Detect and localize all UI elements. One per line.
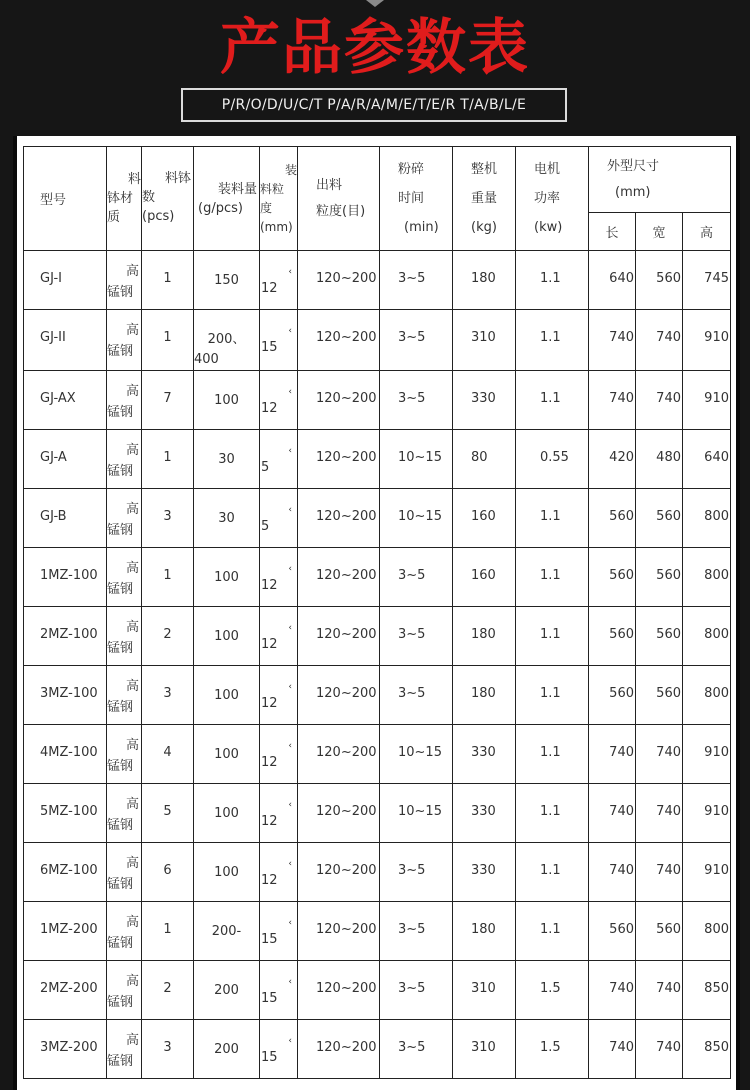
cell-power: 1.1 bbox=[516, 548, 589, 607]
cell-time: 10~15 bbox=[380, 430, 453, 489]
cell-width: 560 bbox=[636, 489, 683, 548]
cell-capacity: 200、 400 bbox=[194, 310, 260, 371]
cell-height: 850 bbox=[683, 1020, 731, 1079]
cell-width: 740 bbox=[636, 1020, 683, 1079]
cell-width: 560 bbox=[636, 607, 683, 666]
cell-output-size: 120~200 bbox=[298, 607, 380, 666]
cell-feed-size: ‹ 12 bbox=[260, 725, 298, 784]
cell-power: 1.1 bbox=[516, 666, 589, 725]
cell-output-size: 120~200 bbox=[298, 489, 380, 548]
cell-feed-size: ‹ 15 bbox=[260, 902, 298, 961]
cell-power: 1.1 bbox=[516, 310, 589, 371]
cell-model: GJ-I bbox=[24, 251, 107, 310]
cell-model: 2MZ-100 bbox=[24, 607, 107, 666]
header-power: 电机 功率 (kw) bbox=[516, 147, 589, 251]
cell-height: 800 bbox=[683, 902, 731, 961]
cell-length: 420 bbox=[589, 430, 636, 489]
cell-material: 高 锰钢 bbox=[107, 607, 142, 666]
cell-capacity: 100 bbox=[194, 607, 260, 666]
cell-weight: 160 bbox=[453, 548, 516, 607]
cell-time: 3~5 bbox=[380, 902, 453, 961]
cell-output-size: 120~200 bbox=[298, 251, 380, 310]
cell-weight: 310 bbox=[453, 310, 516, 371]
cell-weight: 310 bbox=[453, 961, 516, 1020]
cell-bowls: 2 bbox=[142, 607, 194, 666]
cell-bowls: 3 bbox=[142, 489, 194, 548]
header-width: 宽 bbox=[636, 213, 683, 251]
cell-time: 10~15 bbox=[380, 725, 453, 784]
cell-material: 高 锰钢 bbox=[107, 1020, 142, 1079]
cell-height: 800 bbox=[683, 607, 731, 666]
cell-length: 740 bbox=[589, 784, 636, 843]
cell-length: 740 bbox=[589, 371, 636, 430]
cell-material: 高 锰钢 bbox=[107, 251, 142, 310]
table-row bbox=[24, 548, 731, 607]
table-panel bbox=[13, 136, 740, 1090]
table-row bbox=[24, 961, 731, 1020]
cell-time: 3~5 bbox=[380, 1020, 453, 1079]
header-output-size: 出料 粒度(目) bbox=[298, 147, 380, 251]
cell-feed-size: ‹ 12 bbox=[260, 843, 298, 902]
top-arrow-marker bbox=[366, 0, 384, 7]
cell-output-size: 120~200 bbox=[298, 666, 380, 725]
table-row bbox=[24, 666, 731, 725]
cell-time: 3~5 bbox=[380, 548, 453, 607]
cell-height: 800 bbox=[683, 489, 731, 548]
cell-length: 560 bbox=[589, 489, 636, 548]
cell-feed-size: ‹ 12 bbox=[260, 251, 298, 310]
header-length: 长 bbox=[589, 213, 636, 251]
cell-weight: 330 bbox=[453, 371, 516, 430]
cell-length: 740 bbox=[589, 843, 636, 902]
table-row bbox=[24, 607, 731, 666]
header-capacity: 装料量 (g/pcs) bbox=[194, 147, 260, 251]
cell-weight: 180 bbox=[453, 666, 516, 725]
cell-length: 740 bbox=[589, 310, 636, 371]
header-time: 粉碎 时间 (min) bbox=[380, 147, 453, 251]
cell-length: 640 bbox=[589, 251, 636, 310]
cell-bowls: 6 bbox=[142, 843, 194, 902]
cell-power: 1.1 bbox=[516, 489, 589, 548]
cell-capacity: 100 bbox=[194, 784, 260, 843]
cell-capacity: 30 bbox=[194, 489, 260, 548]
table-row bbox=[24, 489, 731, 548]
cell-width: 740 bbox=[636, 310, 683, 371]
cell-model: GJ-B bbox=[24, 489, 107, 548]
cell-width: 480 bbox=[636, 430, 683, 489]
cell-height: 850 bbox=[683, 961, 731, 1020]
cell-height: 800 bbox=[683, 666, 731, 725]
page-subtitle: P/R/O/D/U/C/T P/A/R/A/M/E/T/E/R T/A/B/L/E bbox=[181, 88, 567, 122]
cell-height: 910 bbox=[683, 310, 731, 371]
cell-power: 0.55 bbox=[516, 430, 589, 489]
cell-model: GJ-AX bbox=[24, 371, 107, 430]
cell-feed-size: ‹ 5 bbox=[260, 489, 298, 548]
cell-model: 1MZ-100 bbox=[24, 548, 107, 607]
cell-model: 4MZ-100 bbox=[24, 725, 107, 784]
cell-height: 800 bbox=[683, 548, 731, 607]
cell-height: 910 bbox=[683, 843, 731, 902]
header-weight: 整机 重量 (kg) bbox=[453, 147, 516, 251]
table-row bbox=[24, 251, 731, 310]
cell-material: 高 锰钢 bbox=[107, 548, 142, 607]
cell-bowls: 4 bbox=[142, 725, 194, 784]
cell-material: 高 锰钢 bbox=[107, 666, 142, 725]
cell-feed-size: ‹ 12 bbox=[260, 548, 298, 607]
cell-time: 10~15 bbox=[380, 784, 453, 843]
cell-bowls: 1 bbox=[142, 548, 194, 607]
cell-model: 3MZ-200 bbox=[24, 1020, 107, 1079]
cell-power: 1.1 bbox=[516, 902, 589, 961]
cell-length: 560 bbox=[589, 607, 636, 666]
cell-length: 560 bbox=[589, 666, 636, 725]
header-bowls: 料钵 数 (pcs) bbox=[142, 147, 194, 251]
cell-time: 10~15 bbox=[380, 489, 453, 548]
cell-material: 高 锰钢 bbox=[107, 371, 142, 430]
cell-output-size: 120~200 bbox=[298, 843, 380, 902]
cell-length: 740 bbox=[589, 961, 636, 1020]
cell-material: 高 锰钢 bbox=[107, 843, 142, 902]
cell-material: 高 锰钢 bbox=[107, 961, 142, 1020]
cell-bowls: 3 bbox=[142, 666, 194, 725]
cell-power: 1.5 bbox=[516, 1020, 589, 1079]
cell-power: 1.5 bbox=[516, 961, 589, 1020]
cell-feed-size: ‹ 12 bbox=[260, 784, 298, 843]
cell-weight: 180 bbox=[453, 251, 516, 310]
cell-capacity: 200 bbox=[194, 961, 260, 1020]
cell-capacity: 200 bbox=[194, 1020, 260, 1079]
cell-model: 2MZ-200 bbox=[24, 961, 107, 1020]
table-row bbox=[24, 784, 731, 843]
table-row bbox=[24, 371, 731, 430]
cell-weight: 330 bbox=[453, 725, 516, 784]
table-row bbox=[24, 1020, 731, 1079]
cell-width: 740 bbox=[636, 725, 683, 784]
cell-height: 745 bbox=[683, 251, 731, 310]
cell-bowls: 2 bbox=[142, 961, 194, 1020]
table-row bbox=[24, 310, 731, 371]
cell-feed-size: ‹ 5 bbox=[260, 430, 298, 489]
cell-height: 910 bbox=[683, 784, 731, 843]
table-body bbox=[24, 251, 731, 1079]
cell-feed-size: ‹ 15 bbox=[260, 1020, 298, 1079]
cell-time: 3~5 bbox=[380, 666, 453, 725]
cell-output-size: 120~200 bbox=[298, 961, 380, 1020]
cell-weight: 330 bbox=[453, 843, 516, 902]
cell-capacity: 100 bbox=[194, 371, 260, 430]
cell-model: 1MZ-200 bbox=[24, 902, 107, 961]
header-dimensions: 外型尺寸 (mm) bbox=[589, 147, 731, 213]
cell-length: 560 bbox=[589, 902, 636, 961]
cell-width: 560 bbox=[636, 548, 683, 607]
cell-weight: 80 bbox=[453, 430, 516, 489]
cell-capacity: 100 bbox=[194, 725, 260, 784]
header-height: 高 bbox=[683, 213, 731, 251]
cell-model: 5MZ-100 bbox=[24, 784, 107, 843]
cell-feed-size: ‹ 12 bbox=[260, 666, 298, 725]
cell-bowls: 3 bbox=[142, 1020, 194, 1079]
cell-output-size: 120~200 bbox=[298, 784, 380, 843]
cell-bowls: 1 bbox=[142, 251, 194, 310]
cell-model: GJ-A bbox=[24, 430, 107, 489]
cell-width: 560 bbox=[636, 251, 683, 310]
cell-bowls: 5 bbox=[142, 784, 194, 843]
cell-power: 1.1 bbox=[516, 371, 589, 430]
cell-output-size: 120~200 bbox=[298, 1020, 380, 1079]
cell-material: 高 锰钢 bbox=[107, 902, 142, 961]
cell-bowls: 1 bbox=[142, 430, 194, 489]
cell-feed-size: ‹ 15 bbox=[260, 310, 298, 371]
cell-output-size: 120~200 bbox=[298, 430, 380, 489]
cell-weight: 160 bbox=[453, 489, 516, 548]
cell-power: 1.1 bbox=[516, 251, 589, 310]
header-feed-size: 装 料粒 度 (mm) bbox=[260, 147, 298, 251]
cell-length: 740 bbox=[589, 725, 636, 784]
cell-time: 3~5 bbox=[380, 961, 453, 1020]
cell-model: 3MZ-100 bbox=[24, 666, 107, 725]
cell-height: 640 bbox=[683, 430, 731, 489]
cell-time: 3~5 bbox=[380, 843, 453, 902]
cell-width: 560 bbox=[636, 666, 683, 725]
cell-output-size: 120~200 bbox=[298, 902, 380, 961]
cell-material: 高 锰钢 bbox=[107, 489, 142, 548]
cell-weight: 310 bbox=[453, 1020, 516, 1079]
cell-material: 高 锰钢 bbox=[107, 430, 142, 489]
cell-bowls: 1 bbox=[142, 310, 194, 371]
cell-time: 3~5 bbox=[380, 371, 453, 430]
cell-capacity: 150 bbox=[194, 251, 260, 310]
cell-material: 高 锰钢 bbox=[107, 310, 142, 371]
cell-power: 1.1 bbox=[516, 607, 589, 666]
cell-width: 560 bbox=[636, 902, 683, 961]
cell-width: 740 bbox=[636, 843, 683, 902]
cell-feed-size: ‹ 12 bbox=[260, 607, 298, 666]
cell-width: 740 bbox=[636, 961, 683, 1020]
cell-capacity: 100 bbox=[194, 548, 260, 607]
cell-power: 1.1 bbox=[516, 725, 589, 784]
cell-weight: 180 bbox=[453, 902, 516, 961]
cell-power: 1.1 bbox=[516, 784, 589, 843]
cell-output-size: 120~200 bbox=[298, 548, 380, 607]
cell-height: 910 bbox=[683, 371, 731, 430]
cell-weight: 330 bbox=[453, 784, 516, 843]
cell-height: 910 bbox=[683, 725, 731, 784]
cell-output-size: 120~200 bbox=[298, 310, 380, 371]
cell-capacity: 100 bbox=[194, 666, 260, 725]
cell-capacity: 30 bbox=[194, 430, 260, 489]
table-row bbox=[24, 430, 731, 489]
cell-time: 3~5 bbox=[380, 310, 453, 371]
table-row bbox=[24, 843, 731, 902]
cell-model: 6MZ-100 bbox=[24, 843, 107, 902]
cell-width: 740 bbox=[636, 371, 683, 430]
cell-power: 1.1 bbox=[516, 843, 589, 902]
cell-time: 3~5 bbox=[380, 251, 453, 310]
cell-material: 高 锰钢 bbox=[107, 725, 142, 784]
cell-output-size: 120~200 bbox=[298, 725, 380, 784]
cell-output-size: 120~200 bbox=[298, 371, 380, 430]
cell-model: GJ-II bbox=[24, 310, 107, 371]
cell-bowls: 1 bbox=[142, 902, 194, 961]
cell-capacity: 100 bbox=[194, 843, 260, 902]
cell-feed-size: ‹ 15 bbox=[260, 961, 298, 1020]
cell-material: 高 锰钢 bbox=[107, 784, 142, 843]
header-model: 型号 bbox=[24, 147, 107, 251]
table-row bbox=[24, 725, 731, 784]
parameter-table bbox=[23, 146, 731, 1079]
cell-bowls: 7 bbox=[142, 371, 194, 430]
page-title: 产品参数表 bbox=[220, 13, 530, 83]
cell-length: 740 bbox=[589, 1020, 636, 1079]
table-row bbox=[24, 902, 731, 961]
header-material: 料 钵材 质 bbox=[107, 147, 142, 251]
cell-feed-size: ‹ 12 bbox=[260, 371, 298, 430]
cell-time: 3~5 bbox=[380, 607, 453, 666]
cell-length: 560 bbox=[589, 548, 636, 607]
cell-capacity: 200- bbox=[194, 902, 260, 961]
cell-weight: 180 bbox=[453, 607, 516, 666]
cell-width: 740 bbox=[636, 784, 683, 843]
